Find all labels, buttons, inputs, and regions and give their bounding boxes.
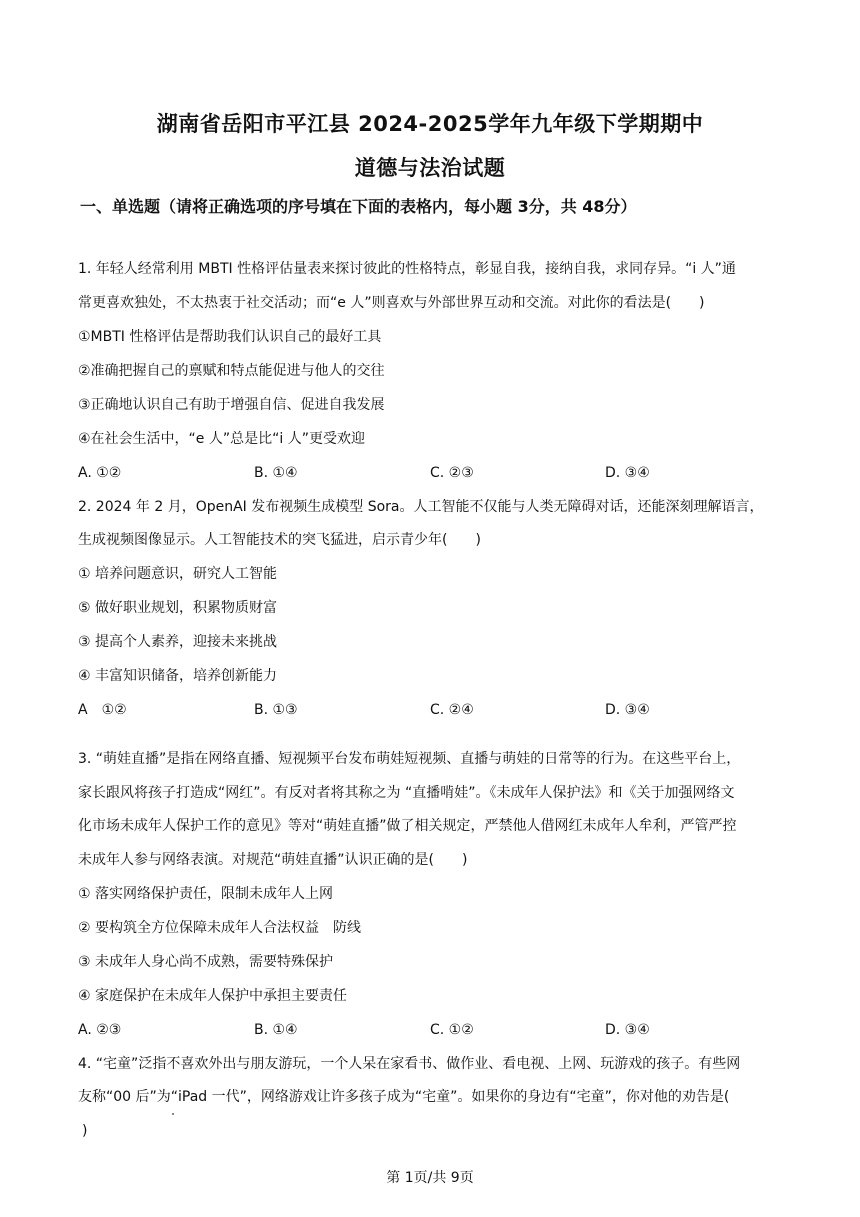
question-2-text-line-2: 生成视频图像显示。人工智能技术的突飞猛进，启示青少年( )	[78, 532, 481, 548]
question-3-text-line-2: 家长跟风将孩子打造成“网红”。有反对者将其称之为 “直播啃娃”。《未成年人保护法》和《关于加强网络文	[78, 785, 735, 801]
question-3-option-b: B. ①④	[254, 1022, 298, 1038]
question-3-item-1: ① 落实网络保护责任，限制未成年人上网	[78, 886, 333, 902]
question-4-text-line-2: 友称“00 后”为“iPad 一代”，网络游戏让许多孩子成为“宅童”。如果你的身边有“宅童”，你对他的劝告是(	[78, 1089, 730, 1105]
question-1-text-line-2: 常更喜欢独处，不太热衷于社交活动；而“e 人”则喜欢与外部世界互动和交流。对此你的看法是( )	[78, 295, 705, 311]
question-3-option-d: D. ③④	[605, 1022, 650, 1038]
question-1-text-line-1: 1. 年轻人经常利用 MBTI 性格评估量表来探讨彼此的性格特点，彰显自我，接纳自我，求同存异。“i 人”通	[78, 261, 736, 277]
page-number: 第 1页/共 9页	[386, 1170, 474, 1186]
question-1-option-b: B. ①④	[254, 465, 298, 481]
question-2-item-2: ⑤ 做好职业规划，积累物质财富	[78, 600, 278, 616]
question-3-item-4: ④ 家庭保护在未成年人保护中承担主要责任	[78, 988, 347, 1004]
exam-title-line2: 道德与法治试题	[354, 156, 506, 180]
question-2-option-a: A ①②	[78, 702, 127, 718]
question-1-item-2: ②准确把握自己的禀赋和特点能促进与他人的交往	[78, 363, 385, 379]
question-3-option-a: A. ②③	[78, 1022, 122, 1038]
question-2-text-line-1: 2. 2024 年 2 月，OpenAI 发布视频生成模型 Sora。人工智能不仅能与人类无障碍对话，还能深刻理解语言，	[78, 499, 764, 515]
question-3-item-2: ② 要构筑全方位保障未成年人合法权益 防线	[78, 920, 361, 936]
question-3-text-line-4: 未成年人参与网络表演。对规范“萌娃直播”认识正确的是( )	[78, 852, 468, 868]
question-1-option-c: C. ②③	[430, 465, 474, 481]
scan-speck	[172, 1113, 174, 1115]
question-2-option-b: B. ①③	[254, 702, 298, 718]
question-2-option-c: C. ②④	[430, 702, 474, 718]
question-1-item-3: ③正确地认识自己有助于增强自信、促进自我发展	[78, 397, 385, 413]
question-3-text-line-1: 3. “萌娃直播”是指在网络直播、短视频平台发布萌娃短视频、直播与萌娃的日常等的行为。在这些平台上，	[78, 751, 741, 767]
question-3-text-line-3: 化市场未成年人保护工作的意见》等对“萌娃直播”做了相关规定，严禁他人借网红未成年人牟利，严管严控	[78, 818, 737, 834]
question-4-text-line-1: 4. “宅童”泛指不喜欢外出与朋友游玩，一个人呆在家看书、做作业、看电视、上网、玩游戏的孩子。有些网	[78, 1056, 741, 1072]
question-2-item-4: ④ 丰富知识储备，培养创新能力	[78, 668, 278, 684]
question-3-option-c: C. ①②	[430, 1022, 474, 1038]
question-1-option-a: A. ①②	[78, 465, 122, 481]
question-2-option-d: D. ③④	[605, 702, 650, 718]
question-1-item-4: ④在社会生活中，“e 人”总是比“i 人”更受欢迎	[78, 431, 365, 447]
question-2-item-3: ③ 提高个人素养，迎接未来挑战	[78, 634, 278, 650]
question-2-item-1: ① 培养问题意识，研究人工智能	[78, 566, 278, 582]
question-1-option-d: D. ③④	[605, 465, 650, 481]
question-1-item-1: ①MBTI 性格评估是帮助我们认识自己的最好工具	[78, 329, 382, 345]
question-3-item-3: ③ 未成年人身心尚不成熟，需要特殊保护	[78, 954, 333, 970]
exam-title-line1: 湖南省岳阳市平江县 2024-2025学年九年级下学期期中	[156, 112, 704, 136]
section-heading: 一、单选题（请将正确选项的序号填在下面的表格内，每小题 3分，共 48分）	[80, 197, 637, 216]
question-4-text-line-3: )	[82, 1123, 88, 1139]
